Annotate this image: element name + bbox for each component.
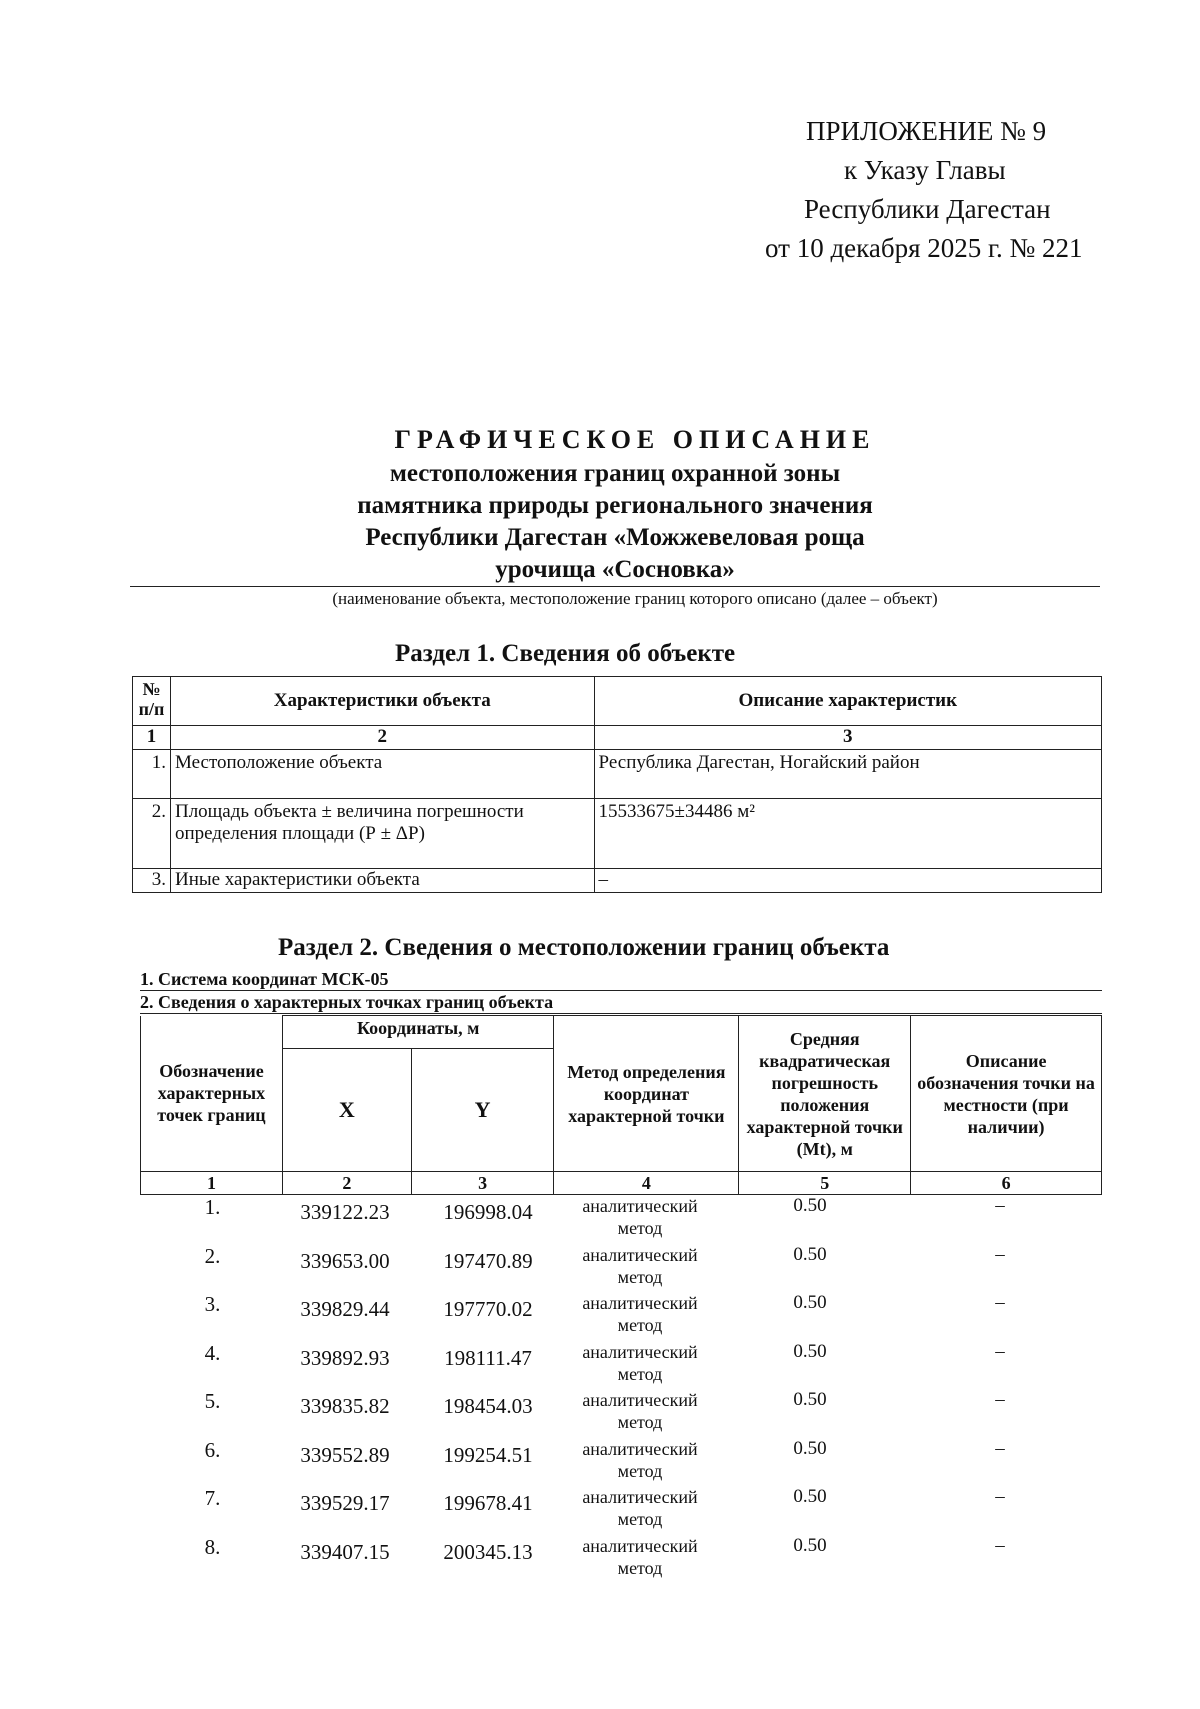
- point-description: –: [995, 1243, 1005, 1265]
- table-row: [140, 1535, 1102, 1584]
- point-x: 339653.00: [300, 1248, 390, 1273]
- row-value: 15533675±34486 м²: [594, 799, 1101, 869]
- col-number: 6: [911, 1172, 1102, 1195]
- point-y: 197470.89: [443, 1248, 533, 1273]
- appendix-number: ПРИЛОЖЕНИЕ № 9: [806, 116, 1047, 146]
- row-name: Местоположение объекта: [170, 750, 594, 799]
- table-row: [140, 1244, 1102, 1293]
- header-point: Обозначение характерных точек границ: [141, 1016, 283, 1172]
- point-description: –: [995, 1292, 1005, 1313]
- title-note: (наименование объекта, местоположение границ которого описано (далее – объект): [332, 589, 938, 608]
- point-id: 6.: [204, 1437, 221, 1462]
- point-method: аналитический метод: [582, 1535, 698, 1578]
- point-y: 198454.03: [443, 1394, 533, 1418]
- row-num: 1.: [133, 750, 171, 799]
- point-id: 5.: [204, 1389, 221, 1413]
- col-number: 3: [411, 1172, 554, 1195]
- point-x: 339122.23: [300, 1200, 390, 1224]
- section1-heading: Раздел 1. Сведения об объекте: [395, 640, 736, 667]
- appendix-decree: к Указу Главы: [844, 155, 1006, 185]
- point-id: 1.: [204, 1195, 221, 1219]
- point-description: –: [995, 1195, 1005, 1216]
- point-y: 196998.04: [443, 1200, 533, 1224]
- document-title-block: [130, 422, 1100, 609]
- header-x: X: [282, 1049, 411, 1172]
- point-y: 199254.51: [443, 1442, 533, 1467]
- row-value: Республика Дагестан, Ногайский район: [594, 750, 1101, 799]
- point-x: 339829.44: [300, 1297, 390, 1321]
- row-name: Площадь объекта ± величина погрешности определения площади (Р ± ΔР): [170, 799, 594, 869]
- title-line: Республики Дагестан «Можжевеловая роща: [365, 524, 865, 551]
- point-error: 0.50: [793, 1389, 827, 1410]
- point-id: 2.: [204, 1243, 221, 1268]
- point-id: 3.: [204, 1292, 221, 1316]
- title-underline: [130, 586, 1100, 587]
- appendix-date: от 10 декабря 2025 г. № 221: [765, 233, 1083, 263]
- point-method: аналитический метод: [582, 1244, 698, 1287]
- col-number: 1: [141, 1172, 283, 1195]
- point-description: –: [995, 1389, 1005, 1410]
- point-id: 7.: [204, 1486, 221, 1510]
- points-heading: 2. Сведения о характерных точках границ объекта: [140, 991, 1102, 1014]
- appendix-header: [740, 112, 1120, 268]
- boundary-points-list: [140, 1195, 1102, 1583]
- col-number: 4: [554, 1172, 739, 1195]
- point-x: 339407.15: [300, 1539, 390, 1564]
- section2-subheadings: [140, 968, 1102, 1014]
- row-num: 3.: [133, 869, 171, 893]
- table-row: [140, 1292, 1102, 1341]
- point-error: 0.50: [793, 1437, 827, 1459]
- point-error: 0.50: [793, 1292, 827, 1313]
- object-info-table: [132, 676, 1102, 893]
- point-y: 199678.41: [443, 1491, 533, 1515]
- header-y: Y: [411, 1049, 554, 1172]
- point-error: 0.50: [793, 1195, 827, 1216]
- header-description: Описание обозначения точки на местности (при наличии): [911, 1016, 1102, 1172]
- row-name: Иные характеристики объекта: [170, 869, 594, 893]
- point-error: 0.50: [793, 1534, 827, 1556]
- table-row: [140, 1438, 1102, 1487]
- table-row: [140, 1486, 1102, 1535]
- title-line: памятника природы регионального значения: [357, 492, 873, 519]
- section2-heading: Раздел 2. Сведения о местоположении границ объекта: [278, 934, 890, 961]
- document-title: ГРАФИЧЕСКОЕ ОПИСАНИЕ: [394, 425, 876, 454]
- title-line: местоположения границ охранной зоны: [389, 460, 841, 487]
- table-row: [140, 1389, 1102, 1438]
- point-error: 0.50: [793, 1243, 827, 1265]
- point-id: 4.: [204, 1340, 221, 1365]
- point-method: аналитический метод: [582, 1438, 698, 1481]
- row-value: –: [594, 869, 1101, 893]
- point-description: –: [995, 1437, 1005, 1459]
- coord-system: 1. Система координат МСК-05: [140, 968, 1102, 991]
- table-row: [133, 750, 1102, 799]
- point-method: аналитический метод: [582, 1196, 698, 1238]
- boundary-points-table: [140, 1015, 1102, 1195]
- point-x: 339892.93: [300, 1345, 390, 1370]
- point-x: 339529.17: [300, 1491, 390, 1515]
- header-characteristics: Характеристики объекта: [170, 677, 594, 726]
- point-y: 198111.47: [444, 1345, 532, 1370]
- point-x: 339835.82: [300, 1394, 390, 1418]
- header-num: № п/п: [133, 677, 171, 726]
- point-method: аналитический метод: [582, 1341, 698, 1384]
- table-row: [140, 1341, 1102, 1390]
- table-row: [140, 1195, 1102, 1244]
- title-line: урочища «Сосновка»: [495, 556, 735, 583]
- point-method: аналитический метод: [582, 1390, 698, 1432]
- point-x: 339552.89: [300, 1442, 390, 1467]
- header-error: Средняя квадратическая погрешность положения характерной точки (Mt), м: [739, 1016, 911, 1172]
- point-method: аналитический метод: [582, 1487, 698, 1529]
- header-description: Описание характеристик: [594, 677, 1101, 726]
- point-y: 200345.13: [443, 1539, 533, 1564]
- table-row: [133, 869, 1102, 893]
- point-description: –: [995, 1534, 1005, 1556]
- col-number: 1: [133, 726, 171, 750]
- point-id: 8.: [204, 1534, 221, 1559]
- point-error: 0.50: [793, 1486, 827, 1507]
- table-row: [133, 799, 1102, 869]
- point-y: 197770.02: [443, 1297, 533, 1321]
- point-method: аналитический метод: [582, 1293, 698, 1335]
- point-description: –: [995, 1340, 1005, 1362]
- point-error: 0.50: [793, 1340, 827, 1362]
- header-method: Метод определения координат характерной точки: [554, 1016, 739, 1172]
- appendix-republic: Республики Дагестан: [804, 194, 1051, 224]
- header-coords: Координаты, м: [282, 1016, 554, 1049]
- point-description: –: [995, 1486, 1005, 1507]
- col-number: 2: [170, 726, 594, 750]
- col-number: 3: [594, 726, 1101, 750]
- col-number: 2: [282, 1172, 411, 1195]
- col-number: 5: [739, 1172, 911, 1195]
- row-num: 2.: [133, 799, 171, 869]
